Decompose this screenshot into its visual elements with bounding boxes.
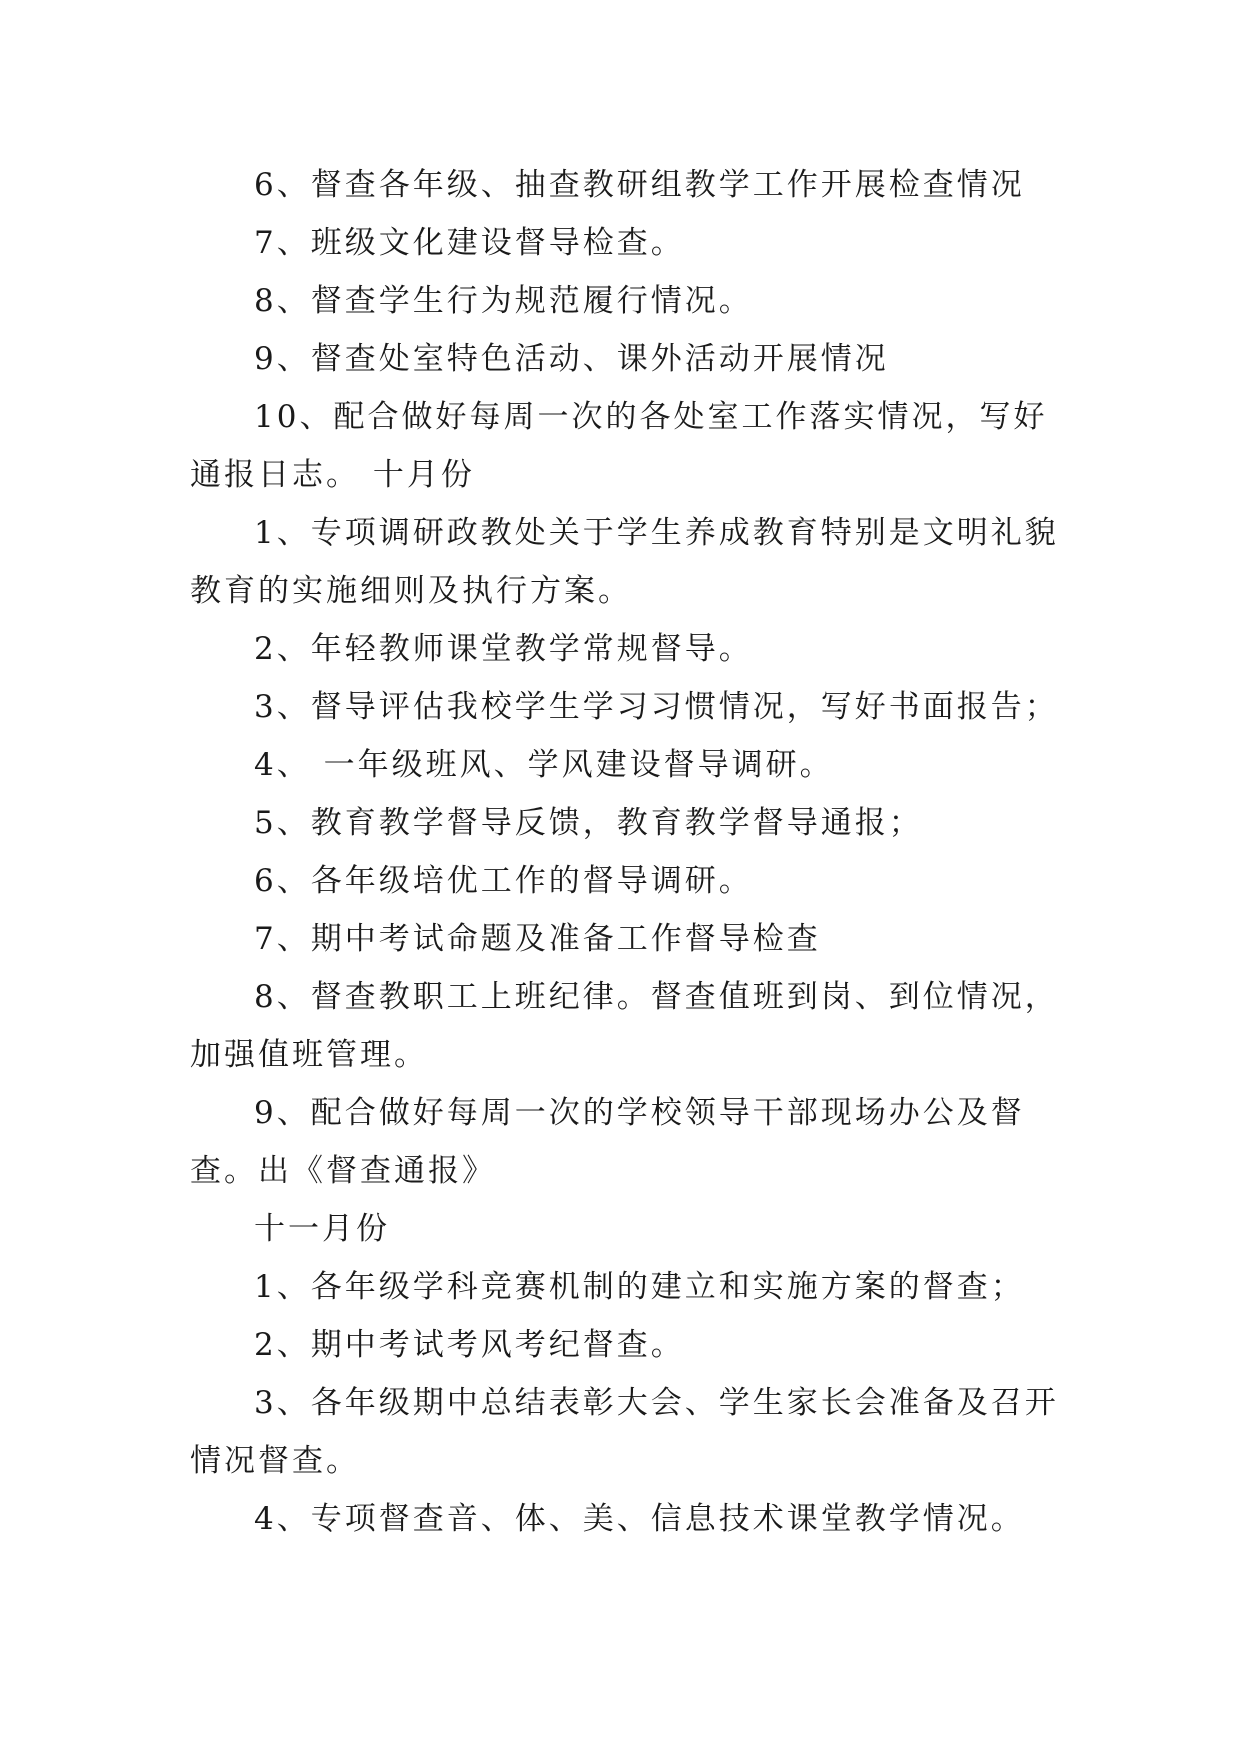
paragraph-nov-item-2: 2、期中考试考风考纪督查。 [254,1327,685,1363]
paragraph-item-10-weekly-report: 10、配合做好每周一次的各处室工作落实情况，写好通报日志。 十月份 [190,399,1048,493]
paragraph-oct-item-1: 1、专项调研政教处关于学生养成教育特别是文明礼貌教育的实施细则及执行方案。 [190,515,1059,609]
paragraph-item-9-activities: 9、督查处室特色活动、课外活动开展情况 [254,341,889,377]
paragraph-oct-item-7: 7、期中考试命题及准备工作督导检查 [254,921,821,957]
paragraph-oct-item-6: 6、各年级培优工作的督导调研。 [254,863,753,899]
paragraph-item-7-class-culture: 7、班级文化建设督导检查。 [254,225,685,261]
paragraph-oct-item-3: 3、督导评估我校学生学习习惯情况，写好书面报告； [254,689,1059,725]
paragraph-nov-item-4: 4、专项督查音、体、美、信息技术课堂教学情况。 [254,1501,1025,1537]
paragraph-oct-item-9: 9、配合做好每周一次的学校领导干部现场办公及督查。出《督查通报》 [190,1095,1025,1189]
paragraph-item-6-oct-prev: 6、督查各年级、抽查教研组教学工作开展检查情况 [254,167,1025,203]
paragraph-nov-item-1: 1、各年级学科竞赛机制的建立和实施方案的督查； [254,1269,1025,1305]
paragraph-item-8-student-behavior: 8、督查学生行为规范履行情况。 [254,283,753,319]
paragraph-nov-item-3: 3、各年级期中总结表彰大会、学生家长会准备及召开情况督查。 [190,1385,1059,1479]
paragraph-oct-item-2: 2、年轻教师课堂教学常规督导。 [254,631,753,667]
section-heading-november: 十一月份 [254,1211,390,1247]
paragraph-oct-item-8: 8、督查教职工上班纪律。督查值班到岗、到位情况，加强值班管理。 [190,979,1059,1073]
paragraph-oct-item-4: 4、 一年级班风、学风建设督导调研。 [254,747,834,783]
document-page [190,156,1070,1548]
paragraph-oct-item-5: 5、教育教学督导反馈，教育教学督导通报； [254,805,923,841]
